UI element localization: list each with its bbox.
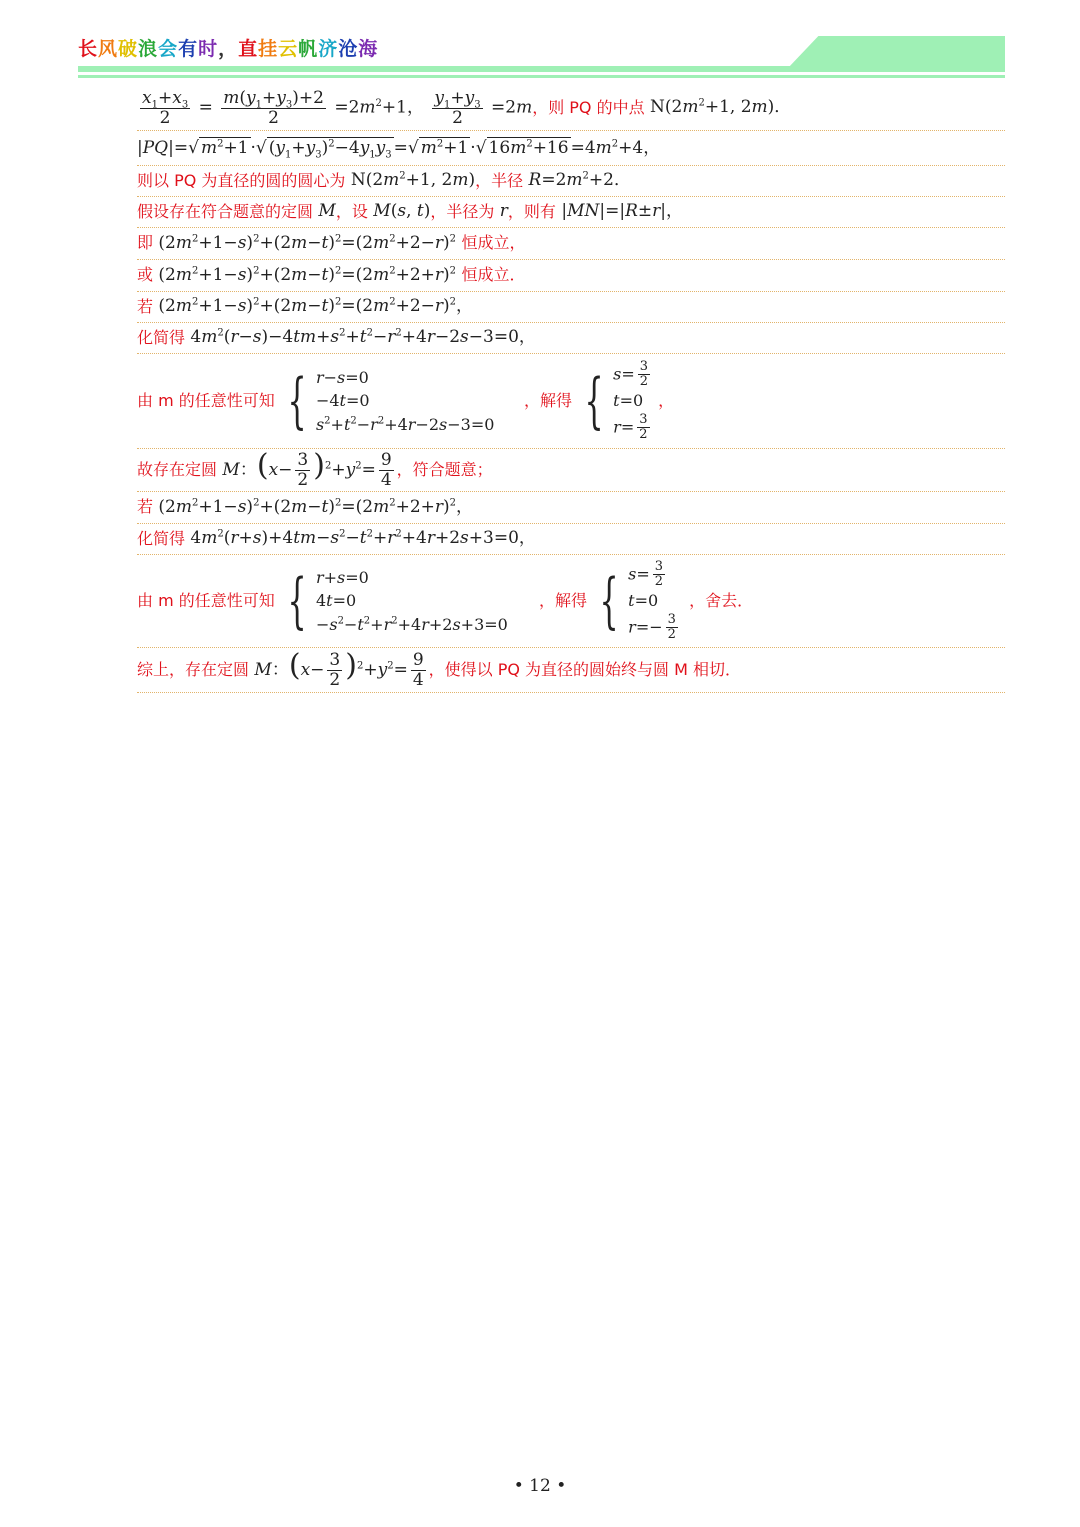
motto-char: 时 bbox=[198, 38, 219, 60]
solution-line-6: 或 $(2m^2+1-s)^2+(2m-t)^2=(2m^2+2+r)^2$ 恒成立． bbox=[137, 260, 1005, 292]
text-then-have: ，则有 bbox=[507, 201, 556, 221]
text-ruo-2: 若 bbox=[137, 497, 154, 517]
text-radius: ，半径 bbox=[475, 170, 524, 190]
solution-line-5: 即 $(2m^2+1-s)^2+(2m-t)^2=(2m^2+2-r)^2$ 恒成立， bbox=[137, 228, 1005, 260]
text-then-pq-midpoint: ，则 PQ 的中点 bbox=[532, 97, 645, 117]
text-simplify-2: 化简得 bbox=[137, 528, 186, 548]
motto-char: 会 bbox=[158, 38, 179, 60]
solution-line-14: 综上，存在定圆 M：(x− $\frac{3}{2}$ )$^2+y^2=$ $\frac{9}{4}$ ，使得以 PQ 为直径的圆始终与圆 M 相切． bbox=[137, 648, 1005, 693]
motto-char: 济 bbox=[318, 38, 339, 60]
header-rule-thin bbox=[78, 75, 1005, 78]
text-by-arbitrary-1: 由 m 的任意性可知 bbox=[137, 390, 275, 410]
text-ruo-1: 若 bbox=[137, 296, 154, 316]
motto-char: 挂 bbox=[258, 38, 279, 60]
header-decor-band bbox=[788, 36, 1005, 68]
motto-char: 破 bbox=[118, 38, 139, 60]
text-exists-circle: 故存在定圆 bbox=[137, 459, 218, 479]
motto-char: 帆 bbox=[298, 38, 319, 60]
text-radius-r: ，半径为 bbox=[430, 201, 495, 221]
solution-line-11: 若 $(2m^2+1-s)^2+(2m-t)^2=(2m^2+2+r)^2$， bbox=[137, 492, 1005, 524]
text-simplify-1: 化简得 bbox=[137, 327, 186, 347]
solution-line-1: $\frac{x_1+x_3}{2}$ = $\frac{m(y_1+y_3)+2}{2}$ $=2m^2+1$， $\frac{y_1+y_3}{2}$ =2m ，则 PQ 的中点 $N(2m^2+1$, 2m)． bbox=[137, 86, 1005, 131]
page-header bbox=[0, 0, 1080, 90]
text-huo: 或 bbox=[137, 265, 154, 285]
text-solve-2: ，解得 bbox=[538, 590, 587, 610]
header-rule-thick bbox=[78, 66, 1005, 72]
solution-line-8: 化简得 $4m^2(r-s)-4tm+s^2+t^2-r^2+4r-2s-3=0$， bbox=[137, 323, 1005, 354]
solution-line-3: 则以 PQ 为直径的圆的圆心为 $N(2m^2+1$, 2m) ，半径 $R=2m^2+2$． bbox=[137, 166, 1005, 197]
text-by-arbitrary-2: 由 m 的任意性可知 bbox=[137, 590, 275, 610]
text-discard: ，舍去． bbox=[689, 590, 754, 610]
motto-char: 有 bbox=[178, 38, 199, 60]
motto-char: ， bbox=[218, 38, 239, 60]
text-fits: ，符合题意； bbox=[396, 459, 493, 479]
solution-line-4: 假设存在符合题意的定圆 M ，设 M(s, t) ，半径为 r ，则有 |MN|=|R±r|， bbox=[137, 197, 1005, 228]
solution-line-9: 由 m 的任意性可知 { r−s=0 −4t=0 $s^2+t^2-r^2+4r-2s-3=0$ ，解得 { s= $\frac{3}{2}$ t=0 r= $\frac{3}{2}$ ， bbox=[137, 354, 1005, 449]
motto-char: 浪 bbox=[138, 38, 159, 60]
motto-char: 海 bbox=[358, 38, 379, 60]
text-ji: 即 bbox=[137, 233, 154, 253]
solution-body bbox=[137, 86, 1005, 693]
text-circle-center: 则以 PQ 为直径的圆的圆心为 bbox=[137, 170, 346, 190]
text-conclusion: 综上，存在定圆 bbox=[137, 659, 250, 679]
solution-line-13: 由 m 的任意性可知 { r+s=0 4t=0 $-s^2-t^2+r^2+4r+2s+3=0$ ，解得 { s= $\frac{3}{2}$ t=0 r=− $\frac{3}{2}$ ，舍去． bbox=[137, 555, 1005, 648]
solution-line-7: 若 $(2m^2+1-s)^2+(2m-t)^2=(2m^2+2-r)^2$， bbox=[137, 292, 1005, 323]
page-number: • 12 • bbox=[513, 1476, 567, 1496]
text-solve-1: ，解得 bbox=[523, 390, 572, 410]
text-conclusion-end: ，使得以 PQ 为直径的圆始终与圆 M 相切． bbox=[428, 659, 742, 679]
text-always-holds-2: 恒成立． bbox=[461, 265, 526, 285]
solution-line-12: 化简得 $4m^2(r+s)+4tm-s^2-t^2+r^2+4r+2s+3=0$， bbox=[137, 524, 1005, 555]
motto-char: 长 bbox=[78, 38, 99, 60]
solution-line-2: |PQ|=√ $m^2+1$ ·√ $(y_1+y_3)^2-4y_1y_3$ =√ $m^2+1$ ·√ $16m^2+16 =4m^2+4$， bbox=[137, 131, 1005, 166]
text-set: ，设 bbox=[335, 201, 368, 221]
motto-char: 直 bbox=[238, 38, 259, 60]
text-always-holds: 恒成立， bbox=[461, 233, 526, 253]
motto-char: 风 bbox=[98, 38, 119, 60]
text-assume: 假设存在符合题意的定圆 bbox=[137, 201, 314, 221]
solution-line-10: 故存在定圆 M：(x− $\frac{3}{2}$ )$^2+y^2=$ $\frac{9}{4}$ ，符合题意； bbox=[137, 449, 1005, 492]
motto-char: 沧 bbox=[338, 38, 359, 60]
header-motto bbox=[78, 34, 378, 61]
motto-char: 云 bbox=[278, 38, 299, 60]
